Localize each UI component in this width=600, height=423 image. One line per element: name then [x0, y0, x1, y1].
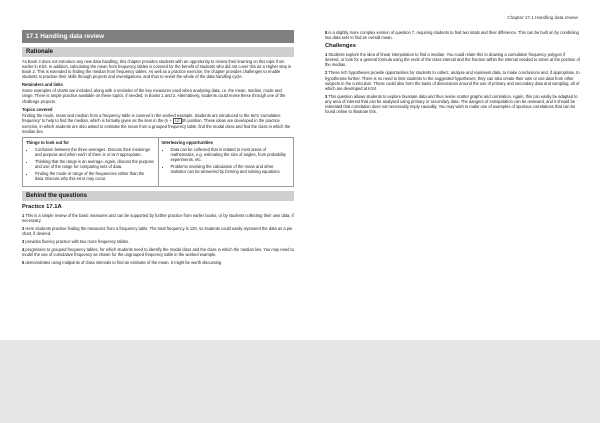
running-header: Chapter 17.1 Handling data review — [507, 15, 578, 20]
challenge-item — [325, 52, 580, 67]
item-text: This question allows students to explore bivariate data and thus revise scatter graphs and correlation. Again, this can easily be adapted to any area of interest that can be analysed using primary or secondary data. The dangers of extrapolation can be reviewed, and it should be reiterated that correlation does not necessarily imply causality. You may wish to make use of examples of spurious correlations that can be found online to illustrate this. — [325, 93, 578, 115]
item-number: 2 — [22, 225, 25, 231]
item-text: is a slightly more complex version of question 7, requiring students to find two totals and their difference. This can be built on by combining two data sets to find an overall mean. — [325, 30, 579, 41]
interleaving-column — [158, 138, 294, 186]
item-number: 4 — [22, 246, 25, 252]
practice-item — [22, 239, 294, 244]
practice-item — [22, 247, 294, 257]
topics-text-after: )th position. These ideas are developed in the practice exercise, in which students are also asked to estimate the mean from a grouped frequency table, find the modal class and find the class in which the median lies. — [22, 117, 291, 134]
topics-heading: Topics covered — [22, 106, 53, 112]
reminders-text: Some examples of charts are included, along with a reminder of the key measures used when analysing data, i.e. the mean, median, mode and range. There is ample practice available on these topics, if needed, in Books 1 and 2. Alternatively, students could revise these through one of the challenge projects. — [22, 88, 286, 104]
item-number: 8 — [325, 30, 328, 35]
practice-item — [22, 260, 294, 265]
item-number: 3 — [325, 93, 328, 99]
challenge-item — [325, 94, 580, 114]
fraction-one-half: 1/2 — [174, 118, 180, 123]
topics-text — [22, 113, 294, 134]
lookout-column — [23, 138, 158, 186]
rationale-heading: Rationale — [22, 47, 294, 57]
practice-heading: Practice 17.1A — [22, 203, 62, 210]
interleaving-list — [162, 147, 291, 174]
item-text: progresses to grouped frequency tables, for which students need to identify the modal class and the class in which the median lies. You may need to model the use of cumulative frequency as shown for the ungrouped frequency table in the worked example. — [22, 246, 294, 258]
interleaving-heading: Interleaving opportunities — [161, 139, 213, 145]
lookout-heading: Things to look out for — [26, 139, 70, 145]
item-text: provides fluency practice with two more frequency tables. — [25, 238, 130, 244]
item-text: These rich hypotheses provide opportunities for students to collect, analyse and represent data, to make conclusions and, if appropriate, to hypothesise further. There is no need to limit students to the suggested hypotheses; they can also create their own or use data from other subjects in the curriculum. These could also form the basis of discussions around the use of primary and secondary data and sampling, all of which are developed at KS4. — [325, 70, 580, 91]
list-item: • Data can be collected that is related to most areas of mathematics, e.g. estimating the size of angles, from probability experiments, etc. — [171, 147, 291, 162]
chapter-title: 17.1 Handling data review — [22, 30, 294, 43]
item-number: 5 — [22, 260, 25, 266]
left-column — [22, 30, 294, 268]
list-item: • Confusion between the three averages. Discuss their meanings and purpose and when each of them is or isn’t appropriate. — [35, 147, 155, 157]
item-text: Students explore the idea of linear interpolation to find a median. You could relate this to drawing a cumulative frequency polygon if desired, or look for a general formula using the ends of the class interval and the fraction within the interval needed to arrive at the position of the median. — [325, 52, 580, 68]
item-text: This is a simple review of the basic measures and can be supported by further practice from earlier books, or by students collecting their own data, if necessary. — [22, 212, 294, 223]
list-item: • Finding the mode or range of the frequencies rather than the data. Discuss why this error may occur. — [35, 171, 155, 181]
right-column — [325, 30, 580, 117]
question-8-note — [325, 30, 580, 40]
topics-text-before: Finding the mode, mean and median from a frequency table is covered in the worked example. Students are introduced to the term ‘cumulative frequency’ to help to find the median, which is formally given as the item in the (n + — [22, 112, 281, 123]
practice-item — [22, 226, 294, 236]
item-text: demonstrates using midpoints of class intervals to find an estimate of the mean. It might be worth discussing — [25, 260, 222, 266]
challenge-item — [325, 70, 580, 90]
item-text: Here students practise finding the measures from a frequency table. The total frequency is 120, so students could easily represent the data as a pie chart, if desired. — [22, 225, 293, 236]
item-number: 3 — [22, 238, 25, 244]
item-number: 1 — [22, 212, 25, 218]
item-number: 2 — [325, 70, 328, 76]
practice-item — [22, 213, 294, 223]
list-item: • Problems involving the calculation of the mean and other statistics can be answered by forming and solving equations. — [171, 164, 291, 174]
behind-questions-heading: Behind the questions — [22, 191, 294, 201]
reminders-heading: Reminders and links — [22, 82, 63, 88]
challenges-heading: Challenges — [325, 43, 356, 50]
item-number: 1 — [325, 52, 328, 58]
lookout-table — [22, 137, 294, 187]
rationale-text: As Book 3 does not introduce any new data handling, this chapter provides students with an opportunity to review their learning on this topic from earlier in KS3. In addition, calculating the mean from frequency tables is covered for the benefit of students who did not cover this as a Higher step in Book 2. This is extended to finding the median from frequency tables. As well as a practice exercise, the chapter provides challenges to enable students to practise their skills through projects and investigations, and thus to revisit the whole of the data handling cycle. — [22, 59, 292, 80]
list-item: • Thinking that the range is an average. Again, discuss the purpose and use of the range for comparing sets of data. — [35, 159, 155, 169]
lookout-list — [26, 147, 155, 182]
